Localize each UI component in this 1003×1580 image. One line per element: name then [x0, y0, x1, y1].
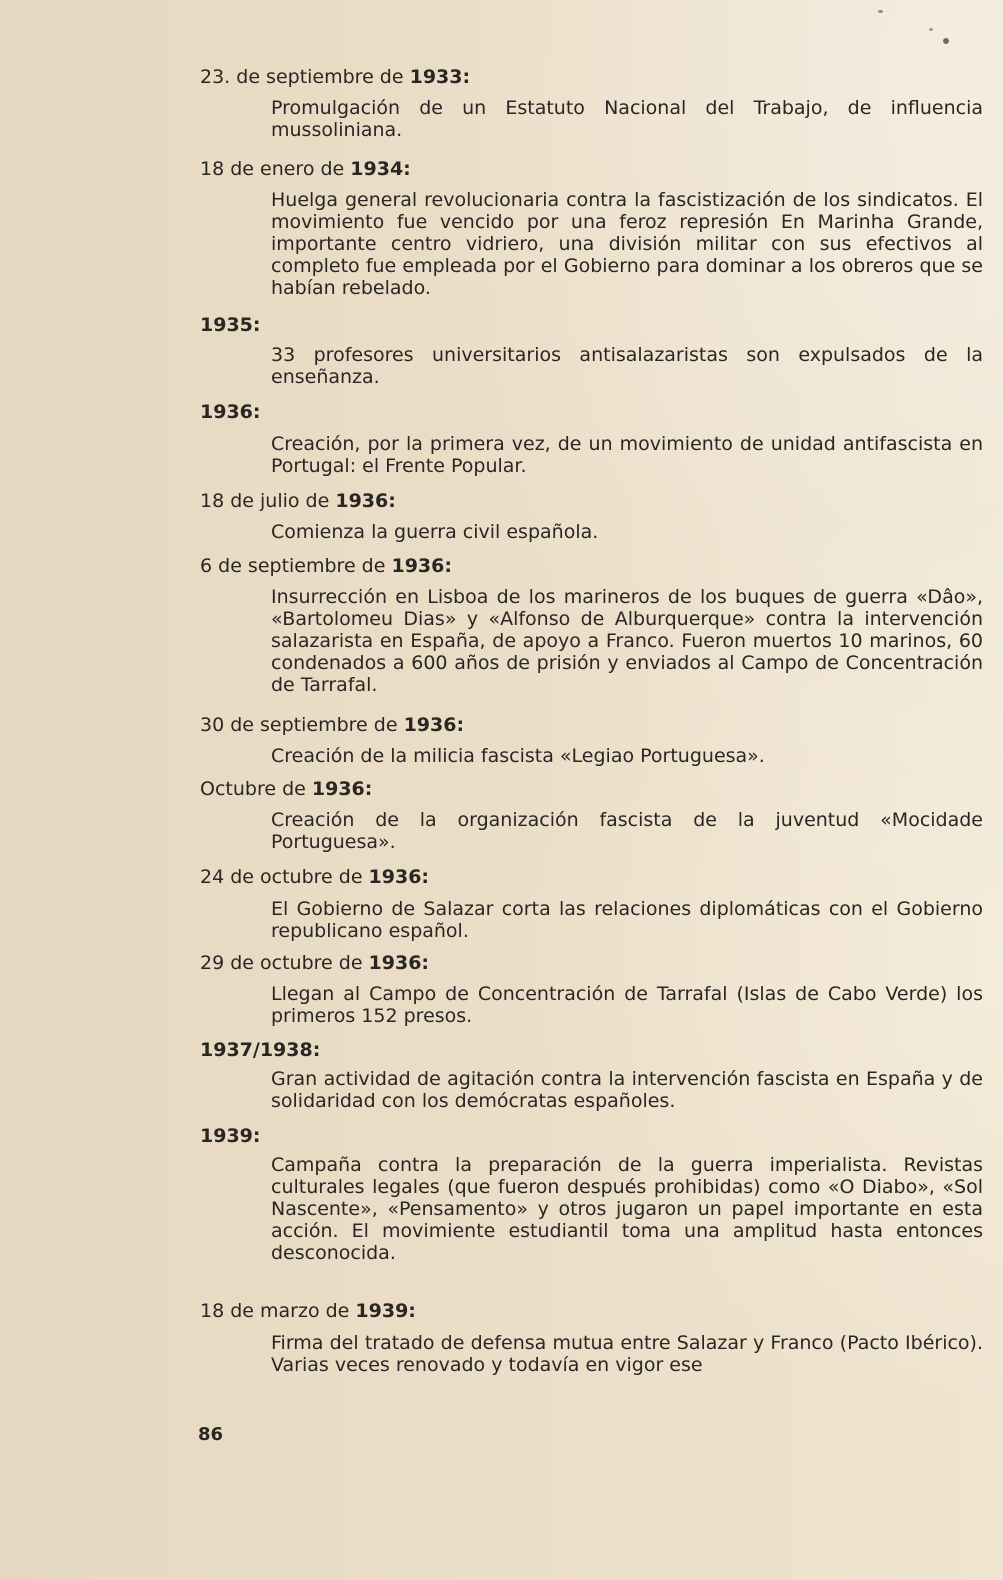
- entry-date: 18 de marzo de 1939:: [200, 1300, 416, 1322]
- entry-text: Huelga general revolucionaria contra la fascistización de los sindicatos. El movimiento fue vencido por una feroz represión En Marinha Grande, importante centro vidriero, una división militar con sus efectivos al completo fue empleada por el Gobierno para dominar a los obreros que se habían rebelado.: [271, 189, 983, 299]
- entry-text: Firma del tratado de defensa mutua entre Salazar y Franco (Pacto Ibérico). Varias veces renovado y todavía en vigor ese: [271, 1332, 983, 1376]
- paper-speck: [943, 38, 949, 44]
- entry-date: 30 de septiembre de 1936:: [200, 714, 465, 736]
- page-number: 86: [198, 1424, 224, 1445]
- entry-text: Promulgación de un Estatuto Nacional del Trabajo, de influencia mussoliniana.: [271, 97, 983, 141]
- entry-date: 1937/1938:: [200, 1039, 321, 1061]
- entry-text: Creación de la milicia fascista «Legiao Portuguesa».: [271, 745, 765, 767]
- entry-date: 24 de octubre de 1936:: [200, 866, 430, 888]
- entry-date: 18 de enero de 1934:: [200, 158, 411, 180]
- entry-text: Campaña contra la preparación de la guerra imperialista. Revistas culturales legales (que fueron después prohibidas) como «O Diabo», «Sol Nascente», «Pensamento» y otros jugaron un papel importante en esta acción. El movimiente estudiantil toma una amplitud hasta entonces desconocida.: [271, 1154, 983, 1264]
- entry-date: 29 de octubre de 1936:: [200, 952, 430, 974]
- entry-date: 18 de julio de 1936:: [200, 490, 396, 512]
- entry-text: Creación de la organización fascista de la juventud «Mocidade Portuguesa».: [271, 809, 983, 853]
- entry-date: Octubre de 1936:: [200, 778, 373, 800]
- entry-date: 6 de septiembre de 1936:: [200, 555, 452, 577]
- entry-date: 1936:: [200, 401, 261, 423]
- paper-speck: [878, 10, 883, 13]
- entry-text: Comienza la guerra civil española.: [271, 521, 599, 543]
- entry-text: 33 profesores universitarios antisalazaristas son expulsados de la enseñanza.: [271, 344, 983, 388]
- entry-text: El Gobierno de Salazar corta las relaciones diplomáticas con el Gobierno republicano español.: [271, 898, 983, 942]
- paper-speck: [929, 28, 933, 31]
- entry-text: Gran actividad de agitación contra la intervención fascista en España y de solidaridad con los demócratas españoles.: [271, 1068, 983, 1112]
- entry-text: Creación, por la primera vez, de un movimiento de unidad antifascista en Portugal: el Frente Popular.: [271, 433, 983, 477]
- entry-date: 23. de septiembre de 1933:: [200, 66, 471, 88]
- entry-text: Insurrección en Lisboa de los marineros de los buques de guerra «Dâo», «Bartolomeu Dias» y «Alfonso de Alburquerque» contra la intervención salazarista en España, de apoyo a Franco. Fueron muertos 10 marinos, 60 condenados a 600 años de prisión y enviados al Campo de Concentración de Tarrafal.: [271, 586, 983, 696]
- entry-text: Llegan al Campo de Concentración de Tarrafal (Islas de Cabo Verde) los primeros 152 presos.: [271, 983, 983, 1027]
- entry-date: 1935:: [200, 314, 261, 336]
- entry-date: 1939:: [200, 1125, 261, 1147]
